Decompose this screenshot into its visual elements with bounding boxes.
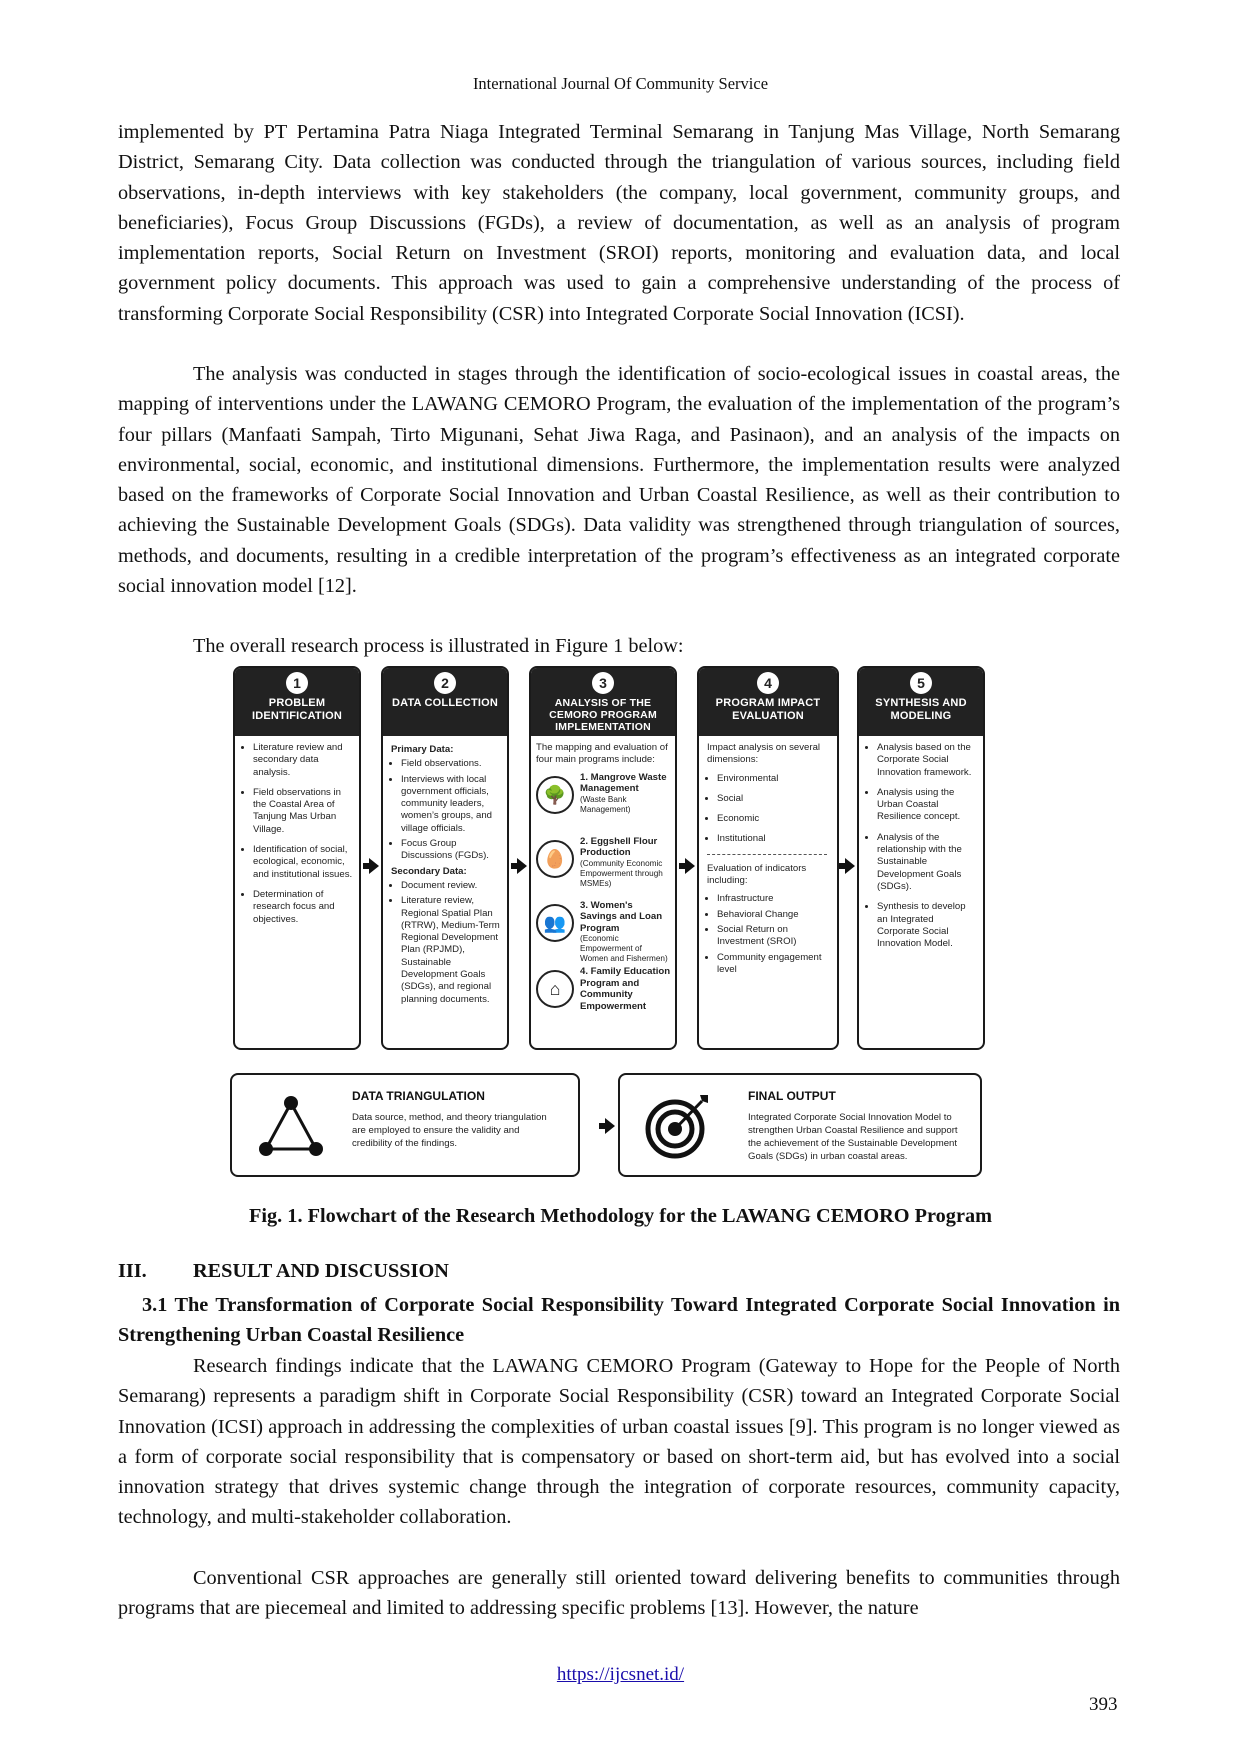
arrow-right-icon [369, 858, 379, 874]
step-title: DATA COLLECTION [391, 697, 499, 709]
step-1-problem-identification [233, 666, 361, 1050]
step-number: 2 [434, 672, 456, 694]
paragraph-5: Conventional CSR approaches are generally still oriented toward delivering benefits to communities through programs that are piecemeal and limited to addressing specific problems [13]. However, the nature [118, 1567, 1120, 1620]
triangulation-text: Data source, method, and theory triangulation are employed to ensure the validity and credibility of the findings. [352, 1112, 547, 1149]
step-title: ANALYSIS OF THE CEMORO PROGRAM IMPLEMENTATION [549, 697, 657, 733]
triangulation-title: DATA TRIANGULATION [352, 1089, 485, 1103]
program-item [536, 900, 671, 965]
list-item: • Social [717, 793, 831, 805]
final-output-title: FINAL OUTPUT [748, 1089, 836, 1103]
step-number: 1 [286, 672, 308, 694]
list-item: • Document review. [401, 880, 501, 892]
list-item: • Infrastructure [717, 893, 831, 905]
list-item: • Social Return on Investment (SROI) [717, 924, 831, 949]
program-subtitle: (Community Economic Empowerment through MSMEs) [580, 858, 663, 888]
final-output-text: Integrated Corporate Social Innovation Model to strengthen Urban Coastal Resilience and support the achievement of the Sustainable Development Goals (SDGs) in urban coastal areas. [748, 1112, 958, 1162]
list-item: • Analysis of the relationship with the Sustainable Development Goals (SDGs). [877, 832, 977, 893]
step-3-analysis [529, 666, 677, 1050]
list-item: • Community engagement level [717, 952, 831, 977]
program-title: 1. Mangrove Waste Management [580, 771, 667, 795]
figure-caption: Fig. 1. Flowchart of the Research Methodology for the LAWANG CEMORO Program [249, 1205, 992, 1227]
step-title: PROBLEM IDENTIFICATION [252, 697, 342, 722]
program-item [536, 836, 671, 898]
list-item: • Synthesis to develop an Integrated Corporate Social Innovation Model. [877, 901, 977, 950]
list-item: • Interviews with local government officials, community leaders, women’s groups, and village officials. [401, 774, 501, 835]
family-home-icon: ⌂ [536, 970, 574, 1008]
list-item: • Analysis using the Urban Coastal Resilience concept. [877, 787, 977, 824]
paragraph-2: The analysis was conducted in stages through the identification of socio-ecological issues in coastal areas, the mapping of interventions under the LAWANG CEMORO Program, the evaluation of the implementation of the program’s four pillars (Manfaati Sampah, Tirto Migunani, Sehat Jiwa Raga, and Pasinaon), and an analysis of the impacts on environmental, social, economic, and institutional dimensions. Furthermore, the implementation results were analyzed based on the frameworks of Corporate Social Innovation and Urban Coastal Resilience, as well as their contribution to achieving the Sustainable Development Goals (SDGs). Data validity was strengthened through triangulation of sources, methods, and documents, resulting in a credible interpretation of the program’s effectiveness as an integrated corporate social innovation model [12]. [118, 363, 1120, 598]
triangle-icon [258, 1095, 324, 1157]
paragraph-4: Research findings indicate that the LAWANG CEMORO Program (Gateway to Hope for the People of North Semarang) represents a paradigm shift in Corporate Social Responsibility (CSR) toward an Integrated Corporate Social Innovation (ICSI) approach in addressing the complexities of urban coastal issues [9]. This program is no longer viewed as a form of corporate social responsibility that is compensatory or based on short-term aid, but has evolved into a social innovation strategy that drives systemic change through the integration of corporate resources, community capacity, technology, and multi-stakeholder collaboration. [118, 1355, 1120, 1529]
analysis-intro: The mapping and evaluation of four main programs include: [536, 742, 668, 766]
eggshell-icon: 🥚 [536, 840, 574, 878]
arrow-right-icon [517, 858, 527, 874]
list-item: • Environmental [717, 773, 831, 785]
program-item [536, 966, 671, 1028]
program-subtitle: (Waste Bank Management) [580, 794, 631, 814]
section-title: RESULT AND DISCUSSION [193, 1260, 449, 1282]
list-item: • Determination of research focus and objectives. [253, 889, 353, 926]
target-icon [642, 1091, 712, 1161]
list-item: • Identification of social, ecological, economic, and institutional issues. [253, 844, 353, 881]
people-group-icon: 👥 [536, 904, 574, 942]
dashed-divider [707, 854, 827, 855]
step-2-data-collection [381, 666, 509, 1050]
data-triangulation-box [230, 1073, 580, 1177]
page-number: 393 [1089, 1694, 1118, 1715]
paragraph-1: implemented by PT Pertamina Patra Niaga Integrated Terminal Semarang in Tanjung Mas Village, North Semarang District, Semarang City. Data collection was conducted through the triangulation of various sources, including field observations, in-depth interviews with key stakeholders (the company, local government, community groups, and beneficiaries), Focus Group Discussions (FGDs), a review of documentation, as well as an analysis of program implementation reports, Social Return on Investment (SROI) reports, monitoring and evaluation data, and local government policy documents. This approach was used to gain a comprehensive understanding of the process of transforming Corporate Social Responsibility (CSR) into Integrated Corporate Social Innovation (ICSI). [118, 121, 1120, 325]
step-5-synthesis [857, 666, 985, 1050]
step-title: SYNTHESIS AND MODELING [875, 697, 967, 722]
arrow-right-icon [685, 858, 695, 874]
program-title: 2. Eggshell Flour Production [580, 835, 658, 859]
subsection-heading: 3.1 The Transformation of Corporate Social Responsibility Toward Integrated Corporate Social Innovation in Strengthening Urban Coastal Resilience [118, 1294, 1120, 1347]
step-number: 3 [592, 672, 614, 694]
step-number: 5 [910, 672, 932, 694]
program-title: 3. Women's Savings and Loan Program [580, 899, 663, 934]
section-number: III. [118, 1260, 147, 1282]
journal-url-link[interactable]: https://ijcsnet.id/ [556, 1664, 685, 1685]
program-subtitle: (Economic Empowerment of Women and Fishermen) [580, 934, 668, 964]
list-item: • Literature review, Regional Spatial Plan (RTRW), Medium-Term Regional Development Plan (RPJMD), Sustainable Development Goals (SDGs), and regional planning documents. [401, 895, 501, 1006]
arrow-right-icon [605, 1118, 615, 1134]
program-title: 4. Family Education Program and Community Empowerment [580, 966, 671, 1012]
secondary-data-label: Secondary Data: [391, 865, 467, 877]
running-head: International Journal Of Community Service [472, 74, 769, 93]
list-item: • Literature review and secondary data analysis. [253, 742, 353, 779]
impact-intro: Impact analysis on several dimensions: [707, 742, 821, 766]
final-output-box [618, 1073, 982, 1177]
tree-icon: 🌳 [536, 776, 574, 814]
paragraph-3: The overall research process is illustrated in Figure 1 below: [193, 635, 684, 657]
step-title: PROGRAM IMPACT EVALUATION [715, 697, 821, 722]
step-4-impact-evaluation [697, 666, 839, 1050]
section-heading [118, 1260, 449, 1283]
arrow-right-icon [845, 858, 855, 874]
program-item [536, 772, 671, 834]
methodology-flowchart [226, 666, 986, 1184]
list-item: • Behavioral Change [717, 909, 831, 921]
step-number: 4 [757, 672, 779, 694]
primary-data-label: Primary Data: [391, 744, 454, 755]
indicators-label: Evaluation of indicators including: [707, 862, 807, 887]
list-item: • Institutional [717, 833, 831, 845]
list-item: • Analysis based on the Corporate Social Innovation framework. [877, 742, 977, 779]
list-item: • Field observations in the Coastal Area of Tanjung Mas Urban Village. [253, 787, 353, 836]
list-item: • Focus Group Discussions (FGDs). [401, 838, 501, 863]
list-item: • Field observations. [401, 758, 501, 770]
list-item: • Economic [717, 813, 831, 825]
